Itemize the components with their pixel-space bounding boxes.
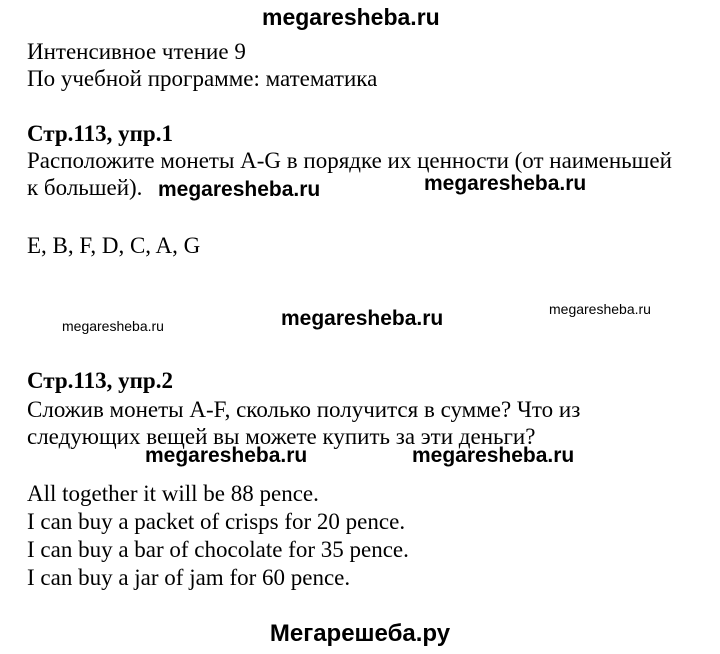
watermark: megaresheba.ru [145, 444, 308, 467]
watermark: megaresheba.ru [158, 178, 321, 201]
watermark: megaresheba.ru [549, 301, 651, 317]
exercise2-task-line1: Сложив монеты A-F, сколько получится в сумме? Что из [27, 397, 581, 422]
exercise1-title: Стр.113, упр.1 [27, 121, 173, 146]
book-title: Интенсивное чтение 9 [27, 39, 246, 64]
exercise2-answer-chocolate: I can buy a bar of chocolate for 35 pence. [27, 537, 409, 562]
watermark: megaresheba.ru [62, 318, 164, 334]
exercise2-task-line2: следующих вещей вы можете купить за эти деньги? [27, 424, 536, 449]
watermark: megaresheba.ru [424, 172, 587, 195]
exercise2-title: Стр.113, упр.2 [27, 368, 173, 393]
exercise1-answer: E, B, F, D, C, A, G [27, 233, 201, 258]
curriculum-subtitle: По учебной программе: математика [27, 66, 378, 91]
site-header: megaresheba.ru [262, 4, 440, 30]
exercise2-answer-jam: I can buy a jar of jam for 60 pence. [27, 565, 351, 590]
exercise1-task-line2: к большей). [27, 175, 143, 200]
exercise1-task-line1: Расположите монеты A-G в порядке их ценности (от наименьшей [27, 148, 672, 173]
site-footer: Мегарешеба.ру [269, 620, 451, 647]
watermark: megaresheba.ru [281, 307, 444, 330]
exercise2-answer-crisps: I can buy a packet of crisps for 20 pence. [27, 509, 406, 534]
watermark: megaresheba.ru [412, 444, 575, 467]
exercise2-answer-total: All together it will be 88 pence. [27, 481, 319, 506]
